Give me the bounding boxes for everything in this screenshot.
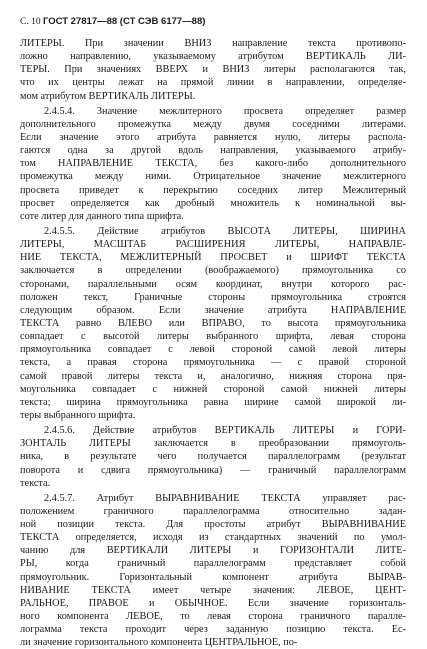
paragraph xyxy=(20,105,406,223)
text-line: мом атрибутом ВЕРТИКАЛЬ ЛИТЕРЫ. xyxy=(20,90,196,102)
text-line: ли значение горизонтального компонента ЦЕНТРАЛЬНОЕ, по- xyxy=(20,637,298,649)
text-line: моугольника совпадает с нижней стороной самой нижней литеры xyxy=(20,383,406,395)
text-line: 2.4.5.4. Значение межлитерного просвета определяет размер xyxy=(44,105,406,117)
text-line: текста. xyxy=(20,477,51,489)
text-line: положением граничного параллелограмма относительно задан- xyxy=(20,505,406,517)
paragraph xyxy=(20,492,406,649)
text-line: ТЕКСТА равно ВЛЕВО или ВПРАВО, то высота прямоугольника xyxy=(20,317,406,329)
text-line: гаются одна за другой вдоль направления, указываемого атрибу- xyxy=(20,145,406,157)
text-line: ной позиции текста. Для простоты атрибут ВЫРАВНИВАНИЕ xyxy=(20,519,406,531)
text-line: прямоугольника совпадает с левой стороной самой левой литеры xyxy=(20,344,406,356)
text-line: чанию для ВЕРТИКАЛИ ЛИТЕРЫ и ГОРИЗОНТАЛИ ЛИТЕ- xyxy=(20,545,406,557)
text-line: просвета приведет к перекрытию соседних литер Межлитерный xyxy=(20,184,406,196)
text-line: ного компонента ЛЕВОЕ, то левая сторона граничного паралле- xyxy=(20,611,406,623)
text-line: совпадает с высотой литеры выбранного шрифта, левая сторона xyxy=(20,331,406,343)
text-line: текста, а правая сторона прямоугольника — с правой стороной xyxy=(20,357,406,369)
text-line: просвет определяется как дробный множитель к номинальной вы- xyxy=(20,197,406,209)
text-line: ЛИТЕРЫ. При значении ВНИЗ направление текста противопо- xyxy=(20,38,406,49)
paragraph xyxy=(20,37,406,103)
page-header xyxy=(20,16,205,28)
text-line: следующим образом. Если значение атрибута НАПРАВЛЕНИЕ xyxy=(20,304,406,316)
text-line: 2.4.5.7. Атрибут ВЫРАВНИВАНИЕ ТЕКСТА управляет рас- xyxy=(44,492,406,504)
text-line: Если значение этого атрибута равняется нулю, литеры распола- xyxy=(20,131,406,143)
text-line: прямоугольник. Горизонтальный компонент атрибута ВЫРАВ- xyxy=(20,571,406,583)
paragraph xyxy=(20,424,406,490)
text-line: НИЕ ТЕКСТА, МЕЖЛИТЕРНЫЙ ПРОСВЕТ и ШРИФТ ТЕКСТА xyxy=(20,252,406,264)
text-line: промежутка между ними. Отрицательное значение межлитерного xyxy=(20,171,406,183)
text-line: текста; ширина прямоугольника равна ширине самой широкой ли- xyxy=(20,396,406,408)
text-line: дополнительного промежутка между двумя соседними литерами. xyxy=(20,118,406,130)
text-line: сторонами, параллельными осям координат, внутри которого рас- xyxy=(20,278,406,290)
text-line: 2.4.5.6. Действие атрибутов ВЕРТИКАЛЬ ЛИТЕРЫ и ГОРИ- xyxy=(44,425,406,437)
page-body xyxy=(20,37,406,649)
page-number: 10 xyxy=(31,17,41,27)
text-line: ЗОНТАЛЬ ЛИТЕРЫ заключается в преобразовании прямоуголь- xyxy=(20,438,406,450)
text-line: ложно направлению, указываемому атрибутом ВЕРТИКАЛЬ ЛИ- xyxy=(20,51,406,63)
text-line: заключается в определении (воображаемого) прямоугольника со xyxy=(20,265,406,277)
page-prefix: С. xyxy=(20,17,29,27)
text-line: 2.4.5.5. Действие атрибутов ВЫСОТА ЛИТЕРЫ, ШИРИНА xyxy=(44,225,406,237)
text-line: самой правой литеры текста и, аналогично, нижняя сторона пря- xyxy=(20,370,406,382)
standard-designation: ГОСТ 27817—88 (СТ СЭВ 6177—88) xyxy=(42,16,206,27)
text-line: ЛИТЕРЫ, МАСШТАБ РАСШИРЕНИЯ ЛИТЕРЫ, НАПРАВЛЕ- xyxy=(20,239,406,251)
text-line: РЫ, когда граничный параллелограмм представляет собой xyxy=(20,558,406,570)
text-line: теры выбранного шрифта. xyxy=(20,409,136,421)
text-line: соте литер для данного типа шрифта. xyxy=(20,210,184,222)
text-line: РАЛЬНОЕ, ПРАВОЕ и ОБЫЧНОЕ. Если значение горизонталь- xyxy=(20,597,406,609)
text-line: положен текст, Граничные стороны прямоугольника строятся xyxy=(20,291,406,303)
text-line: ТЕКСТА определяется, исходя из стандартных значений по умол- xyxy=(20,532,406,544)
text-line: лограмма текста проходит через заданную позицию текста. Ес- xyxy=(20,624,406,636)
text-line: том НАПРАВЛЕНИЕ ТЕКСТА, без какого-либо дополнительного xyxy=(20,158,406,170)
text-line: что их центры лежат на прямой линии в направлении, определяе- xyxy=(20,77,406,89)
text-line: ТЕРЫ. При значениях ВВЕРХ и ВНИЗ литеры располагаются так, xyxy=(20,64,406,76)
text-line: поворота и сдвига прямоугольника) — граничный параллелограмм xyxy=(20,464,406,476)
text-line: ника, в результате чего получается параллелограмм (результат xyxy=(20,451,406,463)
paragraph xyxy=(20,225,406,422)
text-line: НИВАНИЕ ТЕКСТА имеет четыре значения: ЛЕВОЕ, ЦЕНТ- xyxy=(20,584,406,596)
